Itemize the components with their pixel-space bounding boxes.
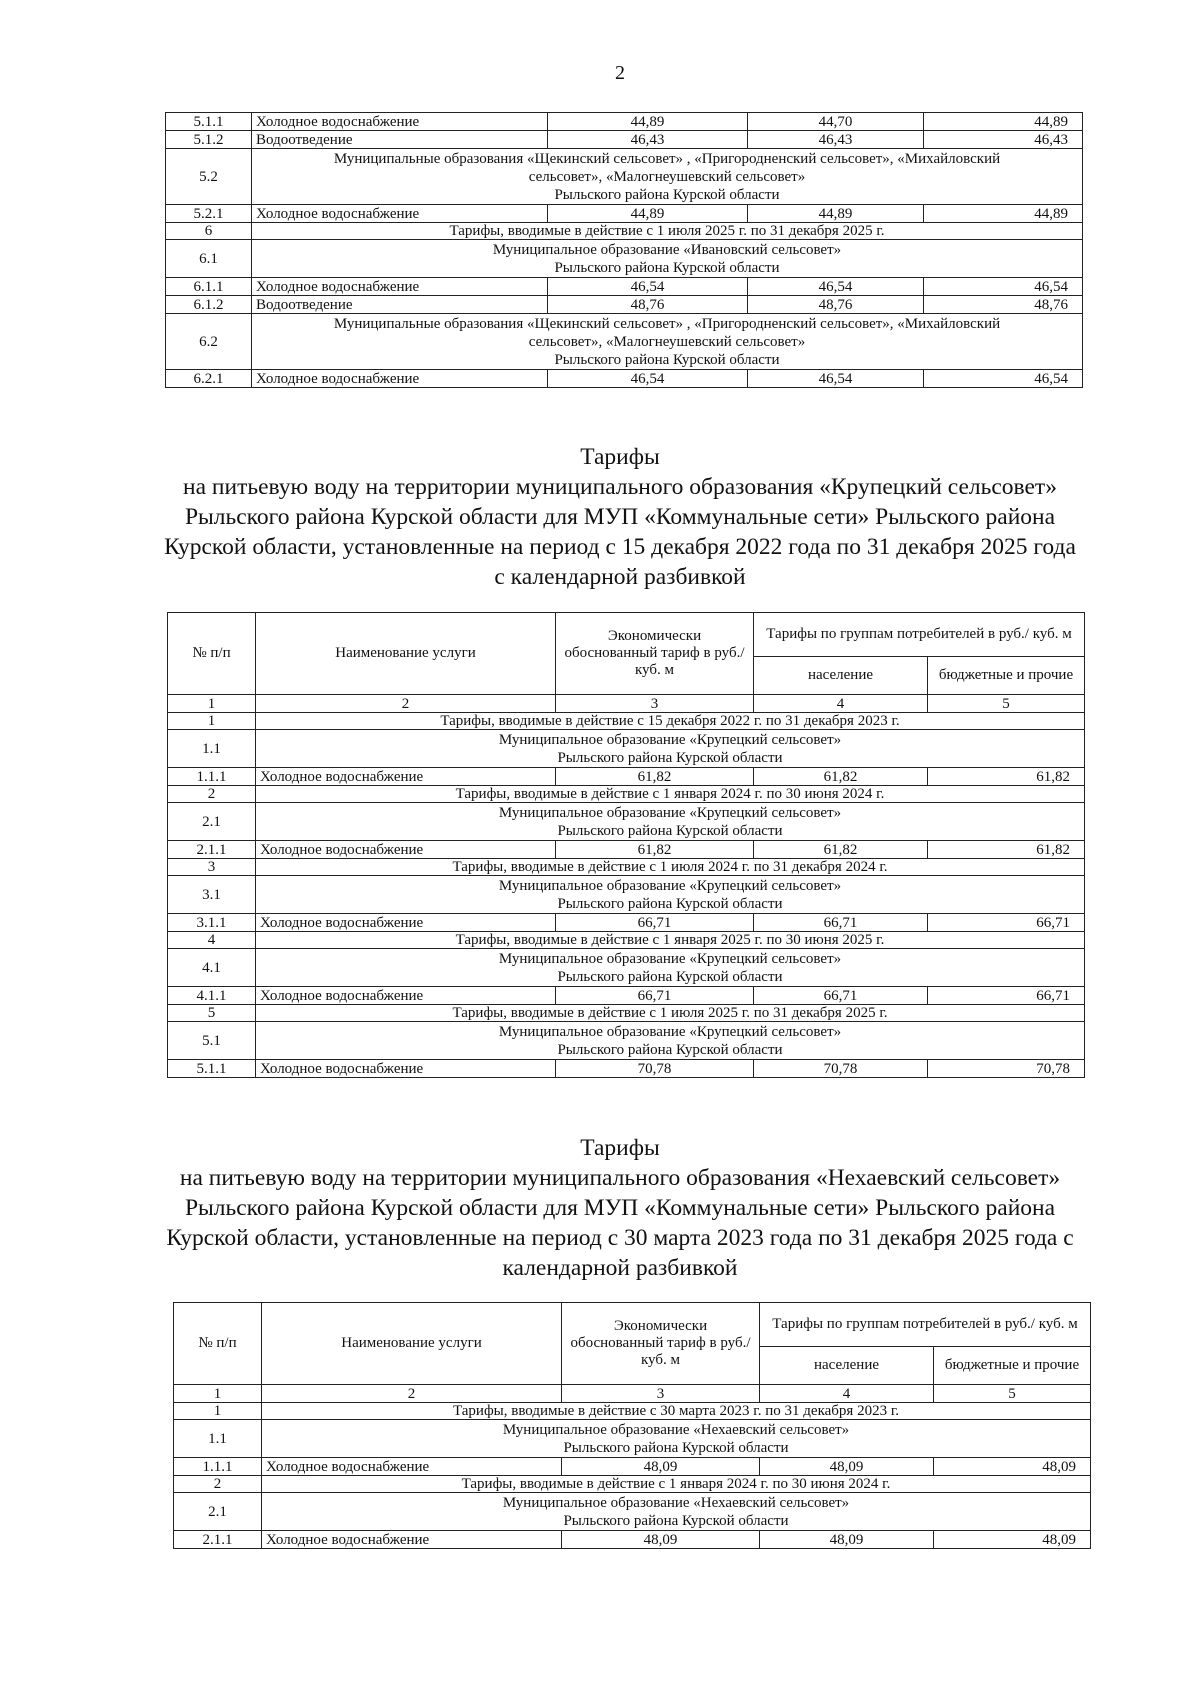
service-name: Холодное водоснабжение xyxy=(256,841,556,859)
municipality-line: Муниципальное образование «Ивановский сельсовет» xyxy=(492,242,842,258)
table-row xyxy=(166,296,1083,314)
economic-tariff-value: 48,09 xyxy=(562,1458,760,1476)
index-cell: 1 xyxy=(168,695,256,713)
economic-tariff-value: 46,54 xyxy=(548,370,748,388)
budget-tariff-value: 44,89 xyxy=(924,205,1083,223)
economic-tariff-value: 70,78 xyxy=(556,1060,754,1078)
economic-tariff-value: 44,89 xyxy=(548,113,748,131)
row-number: 4.1 xyxy=(168,949,256,987)
population-tariff-value: 48,76 xyxy=(748,296,924,314)
table-row xyxy=(174,1420,1091,1458)
budget-tariff-value: 48,09 xyxy=(934,1458,1091,1476)
table-row xyxy=(166,113,1083,131)
table-row xyxy=(168,803,1085,841)
table-row xyxy=(168,1005,1085,1022)
population-tariff-value: 61,82 xyxy=(754,768,928,786)
economic-tariff-value: 48,09 xyxy=(562,1531,760,1549)
table-row xyxy=(174,1458,1091,1476)
table-row xyxy=(168,987,1085,1005)
header-consumer-groups: Тарифы по группам потребителей в руб./ куб. м xyxy=(754,613,1085,657)
population-tariff-value: 44,89 xyxy=(748,205,924,223)
header-budget: бюджетные и прочие xyxy=(928,657,1085,695)
municipality-label xyxy=(256,803,1085,841)
budget-tariff-value: 66,71 xyxy=(928,914,1085,932)
service-name: Холодное водоснабжение xyxy=(262,1458,562,1476)
municipality-label xyxy=(252,314,1083,370)
row-number: 5.2.1 xyxy=(166,205,252,223)
economic-tariff-value: 61,82 xyxy=(556,841,754,859)
population-tariff-value: 48,09 xyxy=(760,1531,934,1549)
service-name: Холодное водоснабжение xyxy=(262,1531,562,1549)
municipality-line: Рыльского района Курской области xyxy=(557,823,783,839)
service-name: Холодное водоснабжение xyxy=(256,914,556,932)
municipality-line: Муниципальные образования «Щекинский сельсовет» , «Пригородненский сельсовет», «Михайловский xyxy=(333,151,1001,167)
index-cell: 5 xyxy=(934,1385,1091,1403)
municipality-label xyxy=(262,1420,1091,1458)
header-population: население xyxy=(754,657,928,695)
period-label: Тарифы, вводимые в действие с 30 марта 2023 г. по 31 декабря 2023 г. xyxy=(262,1403,1091,1420)
row-number: 1 xyxy=(174,1403,262,1420)
municipality-line: Муниципальное образование «Крупецкий сельсовет» xyxy=(498,1024,842,1040)
municipality-line: Муниципальное образование «Крупецкий сельсовет» xyxy=(498,878,842,894)
budget-tariff-value: 48,76 xyxy=(924,296,1083,314)
economic-tariff-value: 46,43 xyxy=(548,131,748,149)
table-row xyxy=(168,1022,1085,1060)
period-label: Тарифы, вводимые в действие с 1 января 2024 г. по 30 июня 2024 г. xyxy=(256,786,1085,803)
table-row xyxy=(166,223,1083,240)
municipality-line: Рыльского района Курской области xyxy=(563,1513,789,1529)
budget-tariff-value: 46,43 xyxy=(924,131,1083,149)
population-tariff-value: 46,43 xyxy=(748,131,924,149)
row-number: 6.1 xyxy=(166,240,252,278)
row-number: 2.1 xyxy=(174,1493,262,1531)
index-cell: 4 xyxy=(754,695,928,713)
row-number: 1 xyxy=(168,713,256,730)
municipality-line: Рыльского района Курской области xyxy=(557,969,783,985)
header-economic-tariff: Экономически обоснованный тариф в руб./ куб. м xyxy=(562,1303,760,1385)
row-number: 2 xyxy=(168,786,256,803)
municipality-line: Муниципальное образование «Крупецкий сельсовет» xyxy=(498,732,842,748)
header-budget: бюджетные и прочие xyxy=(934,1347,1091,1385)
tariff-table-continued xyxy=(165,112,1083,388)
municipality-line: сельсовет», «Малогнеушевский сельсовет» xyxy=(528,334,806,350)
row-number: 6.2.1 xyxy=(166,370,252,388)
municipality-label xyxy=(256,1022,1085,1060)
municipality-line: Рыльского района Курской области xyxy=(563,1440,789,1456)
budget-tariff-value: 70,78 xyxy=(928,1060,1085,1078)
municipality-line: Рыльского района Курской области xyxy=(554,260,780,276)
row-number: 6.2 xyxy=(166,314,252,370)
section-heading: Тарифы xyxy=(580,444,660,470)
municipality-line: Муниципальное образование «Крупецкий сельсовет» xyxy=(498,805,842,821)
row-number: 5.1 xyxy=(168,1022,256,1060)
index-cell: 2 xyxy=(256,695,556,713)
budget-tariff-value: 46,54 xyxy=(924,278,1083,296)
page-number: 2 xyxy=(615,62,625,84)
period-label: Тарифы, вводимые в действие с 1 июля 2025 г. по 31 декабря 2025 г. xyxy=(252,223,1083,240)
budget-tariff-value: 44,89 xyxy=(924,113,1083,131)
table-row xyxy=(174,1493,1091,1531)
economic-tariff-value: 61,82 xyxy=(556,768,754,786)
table-row xyxy=(166,240,1083,278)
table-row xyxy=(168,914,1085,932)
table-row xyxy=(166,278,1083,296)
row-number: 2 xyxy=(174,1476,262,1493)
row-number: 4.1.1 xyxy=(168,987,256,1005)
municipality-line: Рыльского района Курской области xyxy=(554,352,780,368)
population-tariff-value: 70,78 xyxy=(754,1060,928,1078)
table-row xyxy=(166,314,1083,370)
municipality-line: Муниципальное образование «Нехаевский сельсовет» xyxy=(502,1495,850,1511)
row-number: 2.1.1 xyxy=(174,1531,262,1549)
row-number: 2.1.1 xyxy=(168,841,256,859)
municipality-line: сельсовет», «Малогнеушевский сельсовет» xyxy=(528,169,806,185)
section-title-nekhaevsky xyxy=(160,1133,1080,1283)
municipality-line: Муниципальное образование «Крупецкий сельсовет» xyxy=(498,951,842,967)
row-number: 3.1 xyxy=(168,876,256,914)
municipality-line: Рыльского района Курской области xyxy=(557,896,783,912)
service-name: Холодное водоснабжение xyxy=(256,768,556,786)
municipality-line: Рыльского района Курской области xyxy=(554,187,780,203)
municipality-label xyxy=(252,149,1083,205)
index-cell: 5 xyxy=(928,695,1085,713)
table-row xyxy=(166,131,1083,149)
index-cell: 3 xyxy=(556,695,754,713)
population-tariff-value: 44,70 xyxy=(748,113,924,131)
service-name: Холодное водоснабжение xyxy=(252,370,548,388)
table-row xyxy=(174,1476,1091,1493)
header-economic-tariff: Экономически обоснованный тариф в руб./ куб. м xyxy=(556,613,754,695)
municipality-label xyxy=(262,1493,1091,1531)
population-tariff-value: 46,54 xyxy=(748,278,924,296)
table-row xyxy=(168,932,1085,949)
table-row xyxy=(166,370,1083,388)
row-number: 5.2 xyxy=(166,149,252,205)
table-row xyxy=(166,205,1083,223)
municipality-label xyxy=(256,949,1085,987)
period-label: Тарифы, вводимые в действие с 1 января 2025 г. по 30 июня 2025 г. xyxy=(256,932,1085,949)
index-cell: 4 xyxy=(760,1385,934,1403)
budget-tariff-value: 46,54 xyxy=(924,370,1083,388)
economic-tariff-value: 44,89 xyxy=(548,205,748,223)
row-number: 5.1.2 xyxy=(166,131,252,149)
municipality-line: Рыльского района Курской области xyxy=(557,1042,783,1058)
row-number: 1.1 xyxy=(168,730,256,768)
table-row xyxy=(168,713,1085,730)
population-tariff-value: 46,54 xyxy=(748,370,924,388)
municipality-label xyxy=(256,730,1085,768)
table-row xyxy=(168,859,1085,876)
population-tariff-value: 61,82 xyxy=(754,841,928,859)
header-num: № п/п xyxy=(174,1303,262,1385)
row-number: 6.1.1 xyxy=(166,278,252,296)
index-cell: 3 xyxy=(562,1385,760,1403)
service-name: Водоотведение xyxy=(252,131,548,149)
table-row xyxy=(168,768,1085,786)
index-cell: 2 xyxy=(262,1385,562,1403)
population-tariff-value: 66,71 xyxy=(754,914,928,932)
population-tariff-value: 66,71 xyxy=(754,987,928,1005)
service-name: Холодное водоснабжение xyxy=(256,987,556,1005)
row-number: 6 xyxy=(166,223,252,240)
row-number: 2.1 xyxy=(168,803,256,841)
budget-tariff-value: 61,82 xyxy=(928,768,1085,786)
section-subtitle: на питьевую воду на территории муниципального образования «Крупецкий сельсовет» Рыльского района Курской области для МУП «Коммунальные сети» Рыльского района Курской области, установленные на период с 15 декабря 2022 года по 31 декабря 2025 года с календарной разбивкой xyxy=(164,474,1076,590)
economic-tariff-value: 66,71 xyxy=(556,987,754,1005)
header-population: население xyxy=(760,1347,934,1385)
budget-tariff-value: 48,09 xyxy=(934,1531,1091,1549)
service-name: Холодное водоснабжение xyxy=(252,113,548,131)
service-name: Холодное водоснабжение xyxy=(256,1060,556,1078)
section-heading: Тарифы xyxy=(580,1135,660,1161)
row-number: 3.1.1 xyxy=(168,914,256,932)
service-name: Холодное водоснабжение xyxy=(252,278,548,296)
service-name: Водоотведение xyxy=(252,296,548,314)
municipality-line: Рыльского района Курской области xyxy=(557,750,783,766)
header-service-name: Наименование услуги xyxy=(262,1303,562,1385)
header-num: № п/п xyxy=(168,613,256,695)
period-label: Тарифы, вводимые в действие с 15 декабря 2022 г. по 31 декабря 2023 г. xyxy=(256,713,1085,730)
index-cell: 1 xyxy=(174,1385,262,1403)
municipality-line: Муниципальные образования «Щекинский сельсовет» , «Пригородненский сельсовет», «Михайловский xyxy=(333,316,1001,332)
table-row xyxy=(166,149,1083,205)
row-number: 4 xyxy=(168,932,256,949)
row-number: 5 xyxy=(168,1005,256,1022)
row-number: 5.1.1 xyxy=(168,1060,256,1078)
row-number: 1.1 xyxy=(174,1420,262,1458)
table-row xyxy=(168,949,1085,987)
economic-tariff-value: 66,71 xyxy=(556,914,754,932)
row-number: 3 xyxy=(168,859,256,876)
tariff-table-krupets xyxy=(167,612,1085,1078)
header-service-name: Наименование услуги xyxy=(256,613,556,695)
budget-tariff-value: 61,82 xyxy=(928,841,1085,859)
table-row xyxy=(168,1060,1085,1078)
row-number: 1.1.1 xyxy=(168,768,256,786)
table-row xyxy=(174,1531,1091,1549)
budget-tariff-value: 66,71 xyxy=(928,987,1085,1005)
table-row xyxy=(168,730,1085,768)
table-row xyxy=(168,876,1085,914)
municipality-label xyxy=(252,240,1083,278)
economic-tariff-value: 46,54 xyxy=(548,278,748,296)
population-tariff-value: 48,09 xyxy=(760,1458,934,1476)
municipality-line: Муниципальное образование «Нехаевский сельсовет» xyxy=(502,1422,850,1438)
row-number: 5.1.1 xyxy=(166,113,252,131)
row-number: 1.1.1 xyxy=(174,1458,262,1476)
table-row xyxy=(168,786,1085,803)
tariff-table-nekhaevsky xyxy=(173,1302,1091,1549)
economic-tariff-value: 48,76 xyxy=(548,296,748,314)
table-row xyxy=(168,841,1085,859)
section-title-krupets xyxy=(160,442,1080,592)
service-name: Холодное водоснабжение xyxy=(252,205,548,223)
row-number: 6.1.2 xyxy=(166,296,252,314)
section-subtitle: на питьевую воду на территории муниципального образования «Нехаевский сельсовет» Рыльского района Курской области для МУП «Коммунальные сети» Рыльского района Курской области, установленные на период с 30 марта 2023 года по 31 декабря 2025 года с календарной разбивкой xyxy=(166,1165,1074,1281)
municipality-label xyxy=(256,876,1085,914)
table-row xyxy=(174,1403,1091,1420)
period-label: Тарифы, вводимые в действие с 1 июля 2024 г. по 31 декабря 2024 г. xyxy=(256,859,1085,876)
period-label: Тарифы, вводимые в действие с 1 января 2024 г. по 30 июня 2024 г. xyxy=(262,1476,1091,1493)
header-consumer-groups: Тарифы по группам потребителей в руб./ куб. м xyxy=(760,1303,1091,1347)
period-label: Тарифы, вводимые в действие с 1 июля 2025 г. по 31 декабря 2025 г. xyxy=(256,1005,1085,1022)
